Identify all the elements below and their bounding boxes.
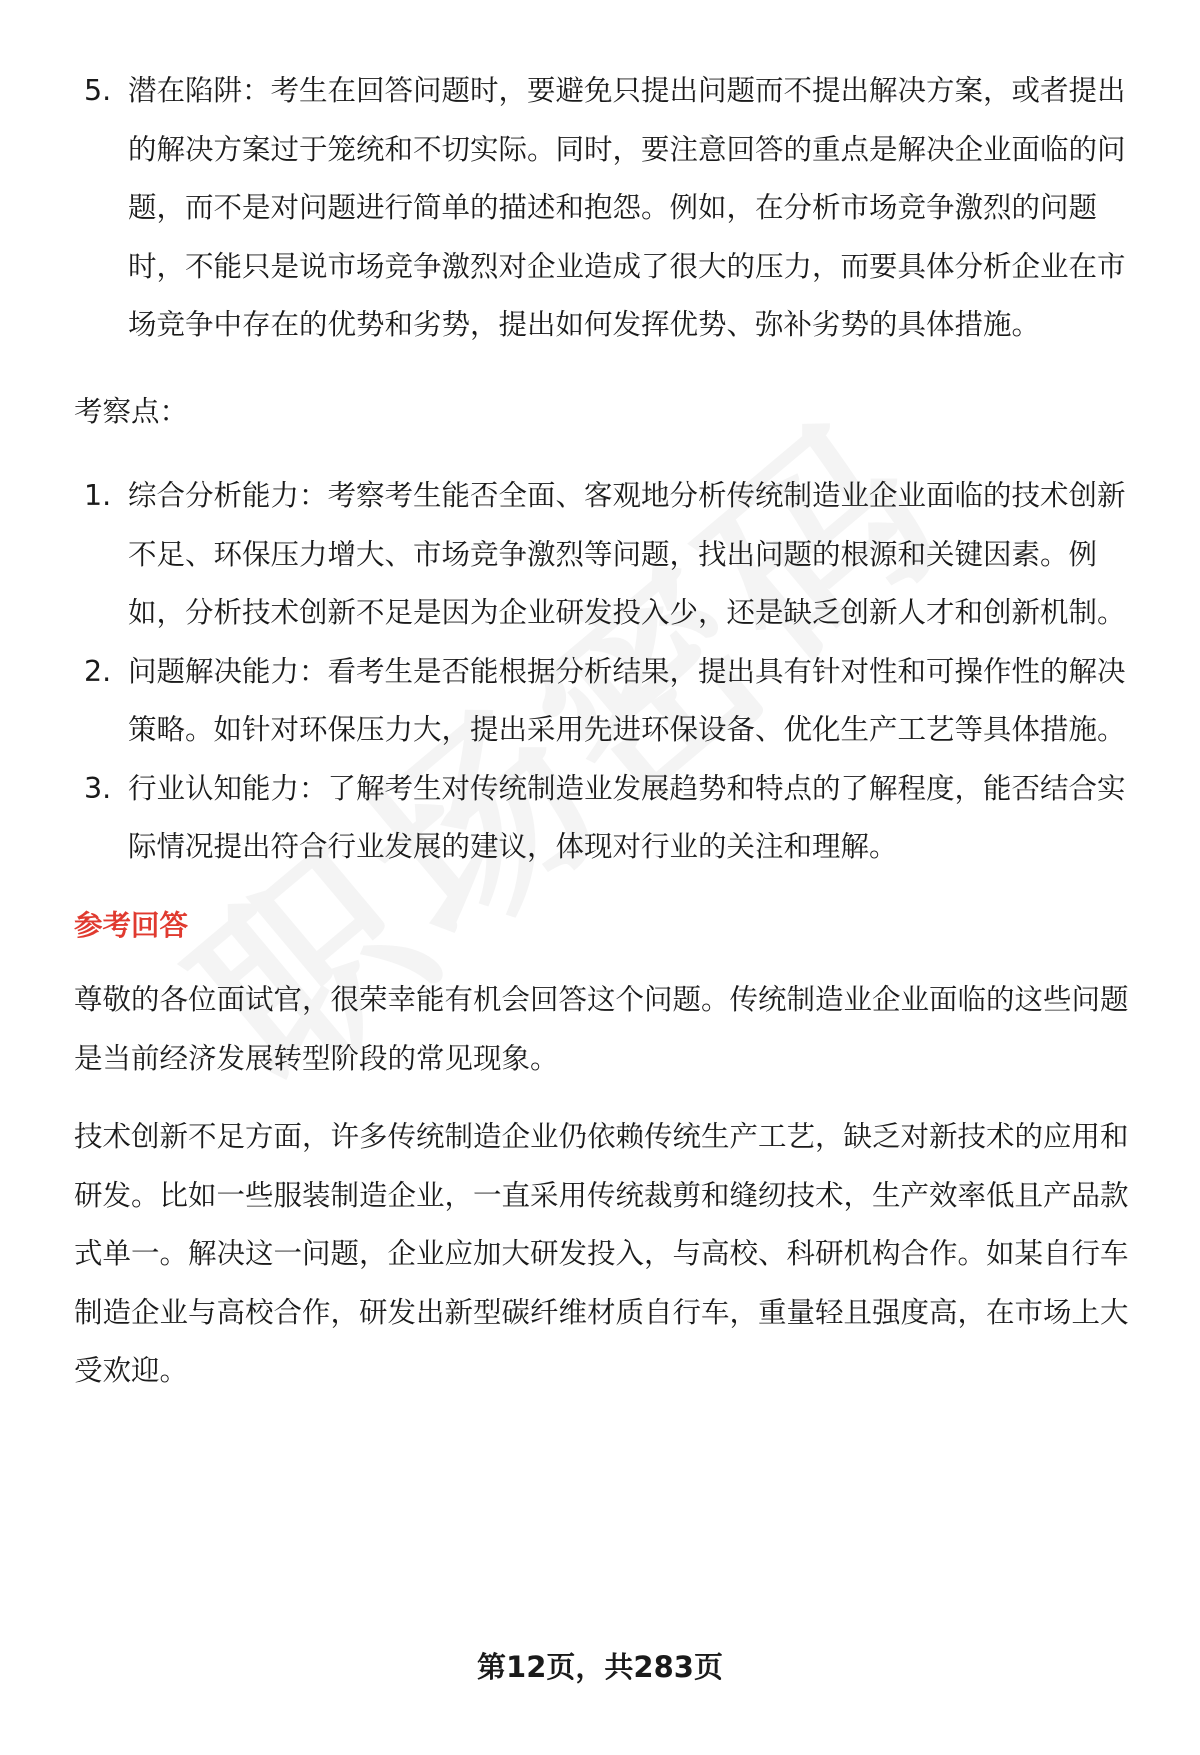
page-number: 第12页，共283页 (477, 1650, 723, 1684)
list-item-text: 潜在陷阱：考生在回答问题时，要避免只提出问题而不提出解决方案，或者提出的解决方案过于笼统和不切实际。同时，要注意回答的重点是解决企业面临的问题，而不是对问题进行简单的描述和抱怨。例如，在分析市场竞争激烈的问题时，不能只是说市场竞争激烈对企业造成了很大的压力，而要具体分析企业在市场竞争中存在的优势和劣势，提出如何发挥优势、弥补劣势的具体措施。 (128, 74, 1126, 341)
reference-paragraph-2: 技术创新不足方面，许多传统制造企业仍依赖传统生产工艺，缺乏对新技术的应用和研发。比如一些服装制造企业，一直采用传统裁剪和缝纫技术，生产效率低且产品款式单一。解决这一问题，企业应加大研发投入，与高校、科研机构合作。如某自行车制造企业与高校合作，研发出新型碳纤维材质自行车，重量轻且强度高，在市场上大受欢迎。 (74, 1120, 1129, 1387)
list-number: 1. (84, 479, 112, 512)
reference-heading: 参考回答 (74, 908, 189, 942)
list-item-text: 综合分析能力：考察考生能否全面、客观地分析传统制造业企业面临的技术创新不足、环保压力增大、市场竞争激烈等问题，找出问题的根源和关键因素。例如，分析技术创新不足是因为企业研发投入少，还是缺乏创新人才和创新机制。 (128, 479, 1126, 629)
list-number: 3. (84, 771, 112, 805)
list-item-2 (74, 643, 1146, 760)
list-item-5 (74, 62, 1146, 355)
document-body (74, 62, 1146, 1401)
list-item-1 (74, 467, 1146, 643)
list-item-text: 行业认知能力：了解考生对传统制造业发展趋势和特点的了解程度，能否结合实际情况提出符合行业发展的建议，体现对行业的关注和理解。 (128, 771, 1126, 863)
reference-paragraph-1: 尊敬的各位面试官，很荣幸能有机会回答这个问题。传统制造业企业面临的这些问题是当前经济发展转型阶段的常见现象。 (74, 983, 1129, 1075)
list-item-text: 问题解决能力：看考生是否能根据分析结果，提出具有针对性和可操作性的解决策略。如针对环保压力大，提出采用先进环保设备、优化生产工艺等具体措施。 (128, 654, 1126, 746)
list-number: 2. (84, 654, 112, 688)
list-item-3 (74, 760, 1146, 877)
list-number: 5. (84, 74, 112, 107)
assessment-label: 考察点： (74, 394, 189, 428)
